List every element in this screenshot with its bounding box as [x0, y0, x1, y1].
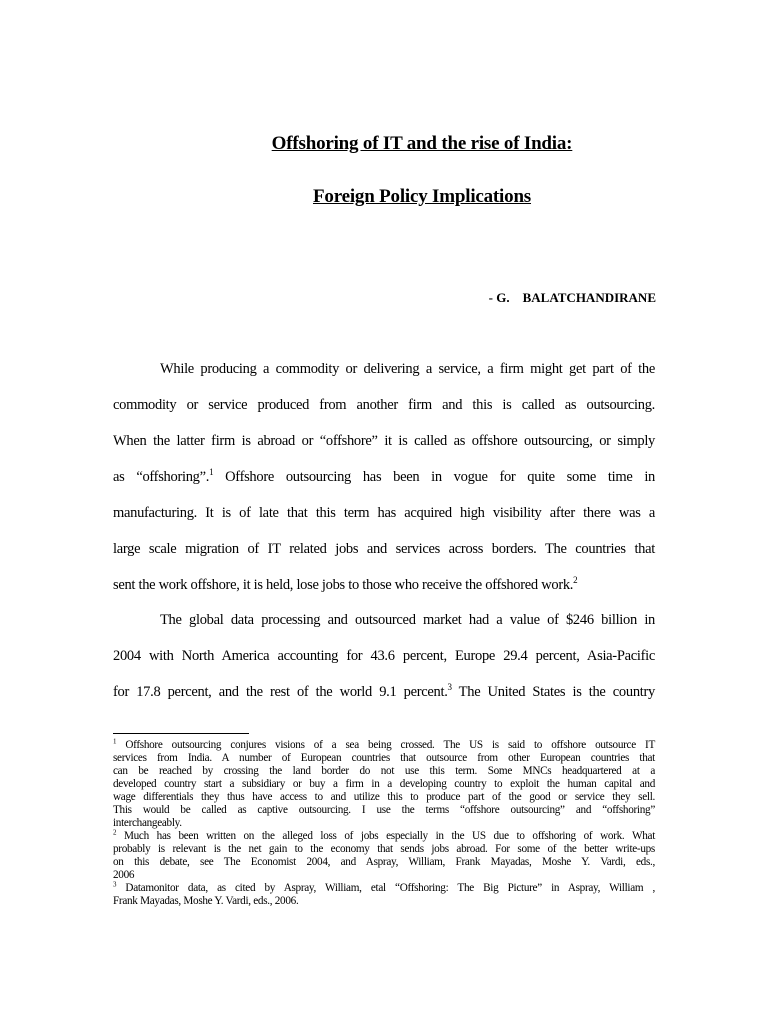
title-line-2: Foreign Policy Implications [312, 186, 532, 207]
footnote-line: $^1$ Offshore outsourcing conjures visions of a sea being crossed. The US is said to offshore outsource IT [113, 737, 655, 751]
body-line: commodity or service produced from another firm and this is called as outsourcing. [113, 397, 655, 413]
footnote-line: probably is relevant is the net gain to the economy that sends jobs abroad. For some of the better write-ups [113, 843, 655, 855]
footnote-line: interchangeably. [113, 817, 182, 829]
footnote-line: $^3$ Datamonitor data, as cited by Aspray, William, etal “Offshoring: The Big Picture” in Aspray, William , [113, 880, 655, 894]
body-line: 2004 with North America accounting for 43.6 percent, Europe 29.4 percent, Asia-Pacific [113, 648, 655, 664]
footnote-ref[interactable]: 1 [209, 467, 214, 478]
footnote-separator [113, 733, 249, 734]
footnote-line: $^2$ Much has been written on the alleged loss of jobs especially in the US due to offshoring of work. What [113, 828, 655, 842]
title-line-1: Offshoring of IT and the rise of India: [271, 133, 573, 154]
footnote-ref[interactable]: 3 [447, 682, 452, 693]
body-line: large scale migration of IT related jobs and services across borders. The countries that [113, 541, 655, 557]
body-line: The global data processing and outsourced market had a value of $246 billion in [160, 612, 655, 628]
footnote-marker: 3 [113, 880, 117, 889]
footnote-marker: 1 [113, 737, 117, 746]
footnote-line: Frank Mayadas, Moshe Y. Vardi, eds., 2006. [113, 895, 299, 907]
footnote-line: This would be called as captive outsourcing. I use the terms “offshore outsourcing” and “offshoring” [113, 804, 655, 816]
footnote-line: services from India. A number of European countries that outsource from other European countries that [113, 752, 655, 764]
author-name: - G. BALATCHANDIRANE [488, 290, 656, 305]
body-line: When the latter firm is abroad or “offshore” it is called as offshore outsourcing, or simply [113, 433, 655, 449]
body-line: sent the work offshore, it is held, lose jobs to those who receive the offshored work.$^2$ [113, 575, 578, 593]
footnote-marker: 2 [113, 828, 117, 837]
body-line: manufacturing. It is of late that this term has acquired high visibility after there was a [113, 505, 655, 521]
body-line: While producing a commodity or delivering a service, a firm might get part of the [160, 361, 655, 377]
footnote-line: 2006 [113, 869, 135, 881]
footnote-line: developed country start a subsidiary or buy a firm in a developing country to exploit the human capital and [113, 778, 655, 790]
footnote-ref[interactable]: 2 [573, 575, 578, 586]
footnote-line: on this debate, see The Economist 2004, and Aspray, William, Frank Mayadas, Moshe Y. Vardi, eds., [113, 856, 655, 868]
body-line: for 17.8 percent, and the rest of the world 9.1 percent.$^3$ The United States is the country [113, 682, 655, 700]
body-line: as “offshoring”.$^1$ Offshore outsourcing has been in vogue for quite some time in [113, 467, 655, 485]
footnote-line: wage differentials they thus have access to and utilize this to produce part of the good or service they sell. [113, 791, 655, 803]
footnote-line: can be reached by crossing the land border do not use this term. Some MNCs headquartered at a [113, 765, 655, 777]
